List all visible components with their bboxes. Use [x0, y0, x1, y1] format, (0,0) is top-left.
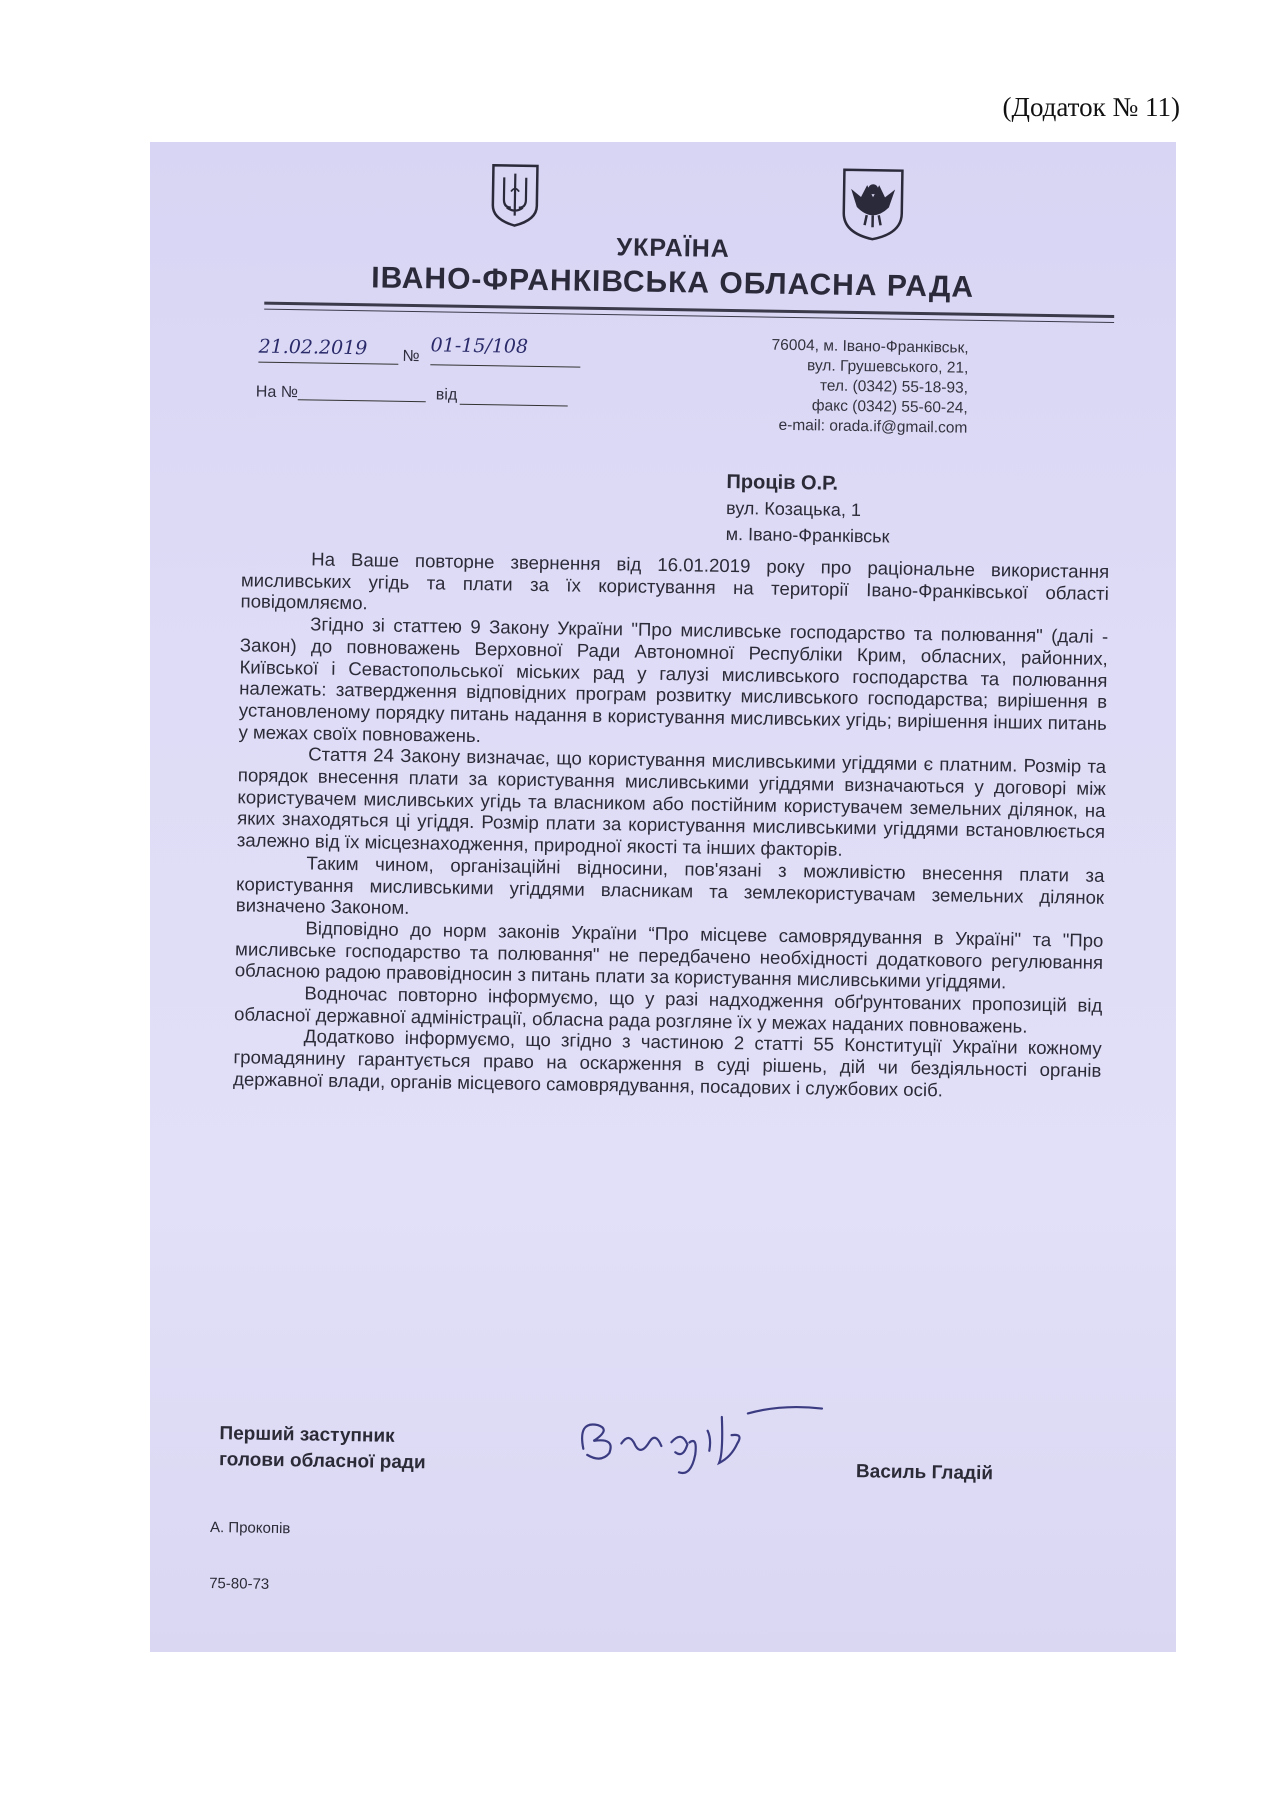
reference-date-blank — [460, 403, 568, 407]
letter-photo — [150, 142, 1176, 1652]
contact-line: 76004, м. Івано-Франківськ, — [771, 336, 969, 357]
regional-emblem-icon — [840, 167, 905, 242]
contact-email: e-mail: orada.if@gmail.com — [778, 416, 968, 437]
body-paragraph: Водночас повторно інформуємо, що у разі надходження обґрунтованих пропозицій від обласної державної адміністрації, обласна рада розгляне їх у межах наданих повноважень. — [233, 982, 1103, 1037]
trident-emblem-icon — [488, 161, 541, 228]
outgoing-number: 01-15/108 — [430, 334, 580, 367]
outgoing-number-label: № — [402, 347, 420, 366]
addressee-block — [726, 469, 891, 550]
body-paragraph: Таким чином, організаційні відносини, пов'язані з можливістю внесення плати за користування мисливськими угіддями власникам та землекористувачам земельних ділянок визначено Законом. — [235, 852, 1105, 919]
body-paragraph: Стаття 24 Закону визначає, що користування мисливськими угіддями є платним. Розмір та порядок внесення плати за користування мисливськими угіддями визначаються у договорі між користувачем мисливських угідь та власником або постійним користувачем земельних ділянок, на яких знаходяться ці угіддя. Розмір плати за користування мисливськими угіддями встановлюється залежно від їх місцезнаходження, природної якості та інших факторів. — [236, 743, 1107, 860]
letter-sheet — [150, 142, 1176, 1652]
country-heading: УКРАЇНА — [616, 233, 731, 263]
reference-blank — [298, 398, 426, 402]
outgoing-date: 21.02.2019 — [258, 336, 398, 365]
letter-body — [233, 547, 1109, 1103]
reference-from-label: від — [435, 386, 458, 404]
council-contacts — [717, 335, 969, 439]
appendix-label: (Додаток № 11) — [1002, 92, 1180, 122]
executor-phone: 75-80-73 — [209, 1574, 270, 1593]
addressee-street: вул. Козацька, 1 — [725, 497, 862, 521]
body-paragraph: Згідно зі статтею 9 Закону України "Про мисливське господарство та полювання" (далі - Закон) до повноважень Верховної Ради Автономної Республіки Крим, обласних, районних, Київської і Севастопольської міських рад у галузі мисливського господарства та полювання належать: затвердження відповідних програм розвитку мисливського господарства; вирішення в установленому порядку питань надання в користування мисливських угідь; вирішення інших питань у межах своїх повноважень. — [238, 613, 1109, 746]
executor-name: А. Прокопів — [209, 1518, 291, 1538]
council-heading: ІВАНО-ФРАНКІВСЬКА ОБЛАСНА РАДА — [371, 261, 975, 304]
body-paragraph: Відповідно до норм законів України “Про місцеве самоврядування в Україні" та "Про мисливське господарство та полювання" не передбачено необхідності додаткового регулювання обласною радою правовідносин з питань плати за користування мисливськими угіддями. — [234, 917, 1104, 993]
addressee-city: м. Івано-Франківськ — [725, 523, 890, 547]
signer-name: Василь Гладій — [855, 1461, 994, 1485]
handwritten-signature — [571, 1391, 832, 1485]
contact-line: факс (0342) 55-60-24, — [811, 397, 968, 417]
contact-line: вул. Грушевського, 21, — [806, 357, 969, 377]
body-paragraph: Додатково інформуємо, що згідно з частиною 2 статті 55 Конституції України кожному громадянину гарантується право на оскарження в суді рішень, дій чи бездіяльності органів державної влади, органів місцевого самоврядування, посадових і службових осіб. — [232, 1025, 1102, 1101]
signatory-title-line: голови обласної ради — [218, 1449, 426, 1474]
reference-label: На № — [255, 383, 299, 402]
contact-line: тел. (0342) 55-18-93, — [819, 377, 969, 397]
signatory-title-line: Перший заступник — [219, 1423, 395, 1447]
signatory-title — [219, 1421, 426, 1476]
body-paragraph: На Ваше повторне звернення від 16.01.2019 року про раціональне використання мисливських угідь та плати за їх користування на території Івано-Франківської області повідомляємо. — [240, 548, 1110, 614]
addressee-name: Проців О.Р. — [726, 470, 839, 495]
